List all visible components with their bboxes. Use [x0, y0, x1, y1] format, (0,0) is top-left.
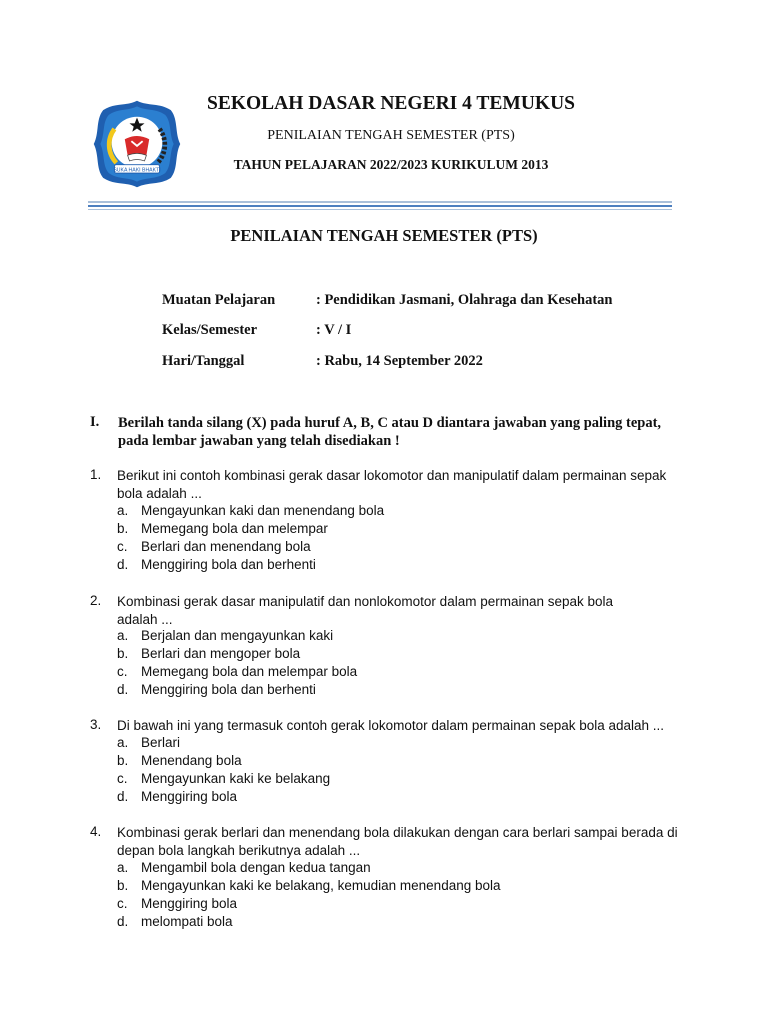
- logo-banner-text: SUKA HAKI BHAKTI: [113, 167, 161, 174]
- exam-name: PENILAIAN TENGAH SEMESTER (PTS): [267, 128, 515, 143]
- option-letter: a.: [117, 860, 129, 875]
- option-text: Mengayunkan kaki ke belakang: [141, 771, 331, 786]
- option-letter: d.: [117, 682, 129, 697]
- question-text: Kombinasi gerak berlari dan menendang bola dilakukan dengan cara berlari sampai berada di depan bola langkah berikutnya adalah ...: [117, 825, 678, 858]
- option-text: Menggiring bola: [141, 896, 238, 911]
- question-number: 4.: [90, 824, 102, 839]
- document-title: PENILAIAN TENGAH SEMESTER (PTS): [230, 226, 538, 245]
- question-number: 2.: [90, 593, 102, 608]
- header-divider-top: [88, 201, 672, 203]
- school-emblem-logo: [90, 97, 184, 191]
- option-text: Berlari dan mengoper bola: [141, 646, 301, 661]
- option-text: Menggiring bola dan berhenti: [141, 557, 316, 572]
- option-letter: a.: [117, 628, 129, 643]
- section-number: I.: [90, 414, 100, 430]
- option-letter: b.: [117, 646, 129, 661]
- option-text: Menendang bola: [141, 753, 242, 768]
- question-text: Berikut ini contoh kombinasi gerak dasar lokomotor dan manipulatif dalam permainan sepak bola adalah ...: [117, 468, 667, 501]
- subject-label: Muatan Pelajaran: [162, 292, 276, 308]
- class-value: : V / I: [316, 322, 352, 338]
- option-letter: d.: [117, 557, 129, 572]
- header-divider-bottom: [88, 209, 672, 210]
- option-text: Memegang bola dan melempar: [141, 521, 328, 536]
- question-text: Di bawah ini yang termasuk contoh gerak lokomotor dalam permainan sepak bola adalah ...: [117, 718, 665, 733]
- option-letter: c.: [117, 896, 128, 911]
- option-letter: c.: [117, 771, 128, 786]
- question-number: 3.: [90, 717, 102, 732]
- option-letter: a.: [117, 735, 129, 750]
- option-text: Memegang bola dan melempar bola: [141, 664, 358, 679]
- option-letter: c.: [117, 664, 128, 679]
- option-text: Berlari dan menendang bola: [141, 539, 311, 554]
- option-letter: c.: [117, 539, 128, 554]
- header-divider-middle: [88, 205, 672, 207]
- school-name: SEKOLAH DASAR NEGERI 4 TEMUKUS: [206, 93, 576, 114]
- option-letter: b.: [117, 878, 129, 893]
- option-text: Mengambil bola dengan kedua tangan: [141, 860, 371, 875]
- option-text: Berlari: [141, 735, 181, 750]
- option-text: Menggiring bola dan berhenti: [141, 682, 316, 697]
- question-text: Kombinasi gerak dasar manipulatif dan nonlokomotor dalam permainan sepak bola adalah ...: [117, 594, 614, 627]
- option-text: Menggiring bola: [141, 789, 238, 804]
- option-text: Berjalan dan mengayunkan kaki: [141, 628, 334, 643]
- subject-value: : Pendidikan Jasmani, Olahraga dan Kesehatan: [316, 292, 613, 308]
- class-label: Kelas/Semester: [162, 322, 258, 338]
- academic-year: TAHUN PELAJARAN 2022/2023 KURIKULUM 2013: [233, 157, 549, 172]
- date-value: : Rabu, 14 September 2022: [316, 353, 483, 369]
- option-letter: b.: [117, 521, 129, 536]
- option-letter: b.: [117, 753, 129, 768]
- option-text: melompati bola: [141, 914, 233, 929]
- section-instruction: Berilah tanda silang (X) pada huruf A, B, C atau D diantara jawaban yang paling tepat, pada lembar jawaban yang telah disediakan !: [118, 415, 662, 449]
- option-text: Mengayunkan kaki dan menendang bola: [141, 503, 385, 518]
- option-letter: d.: [117, 914, 129, 929]
- date-label: Hari/Tanggal: [162, 353, 245, 369]
- option-letter: a.: [117, 503, 129, 518]
- question-number: 1.: [90, 467, 102, 482]
- option-letter: d.: [117, 789, 129, 804]
- option-text: Mengayunkan kaki ke belakang, kemudian menendang bola: [141, 878, 501, 893]
